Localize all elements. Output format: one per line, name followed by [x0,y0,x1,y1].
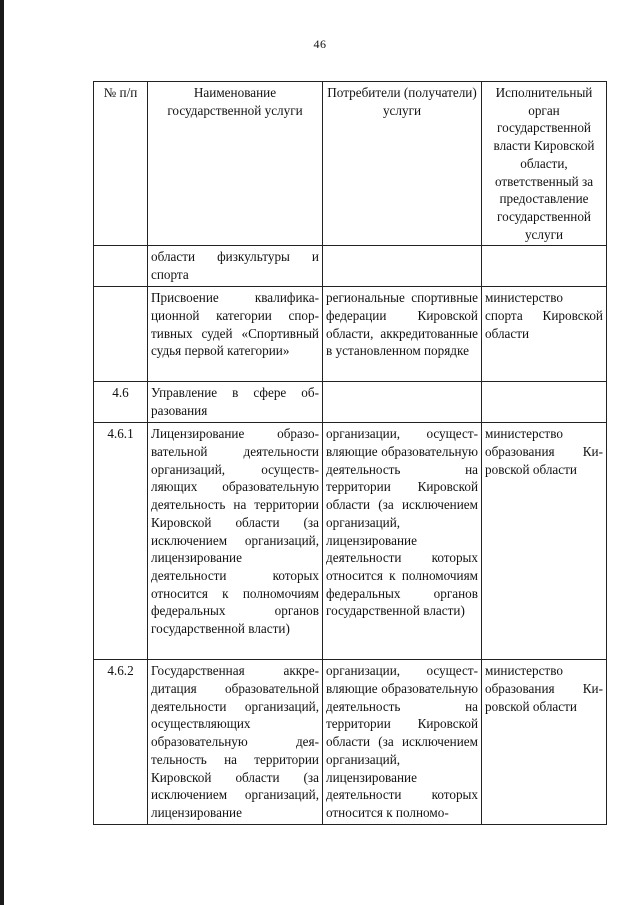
cell-authority: министерство образования Кировской области [482,660,607,825]
table-header-row [94,82,607,246]
page-number: 46 [313,37,327,51]
cell-consumers [323,382,482,423]
cell-num [94,287,148,382]
cell-consumers [323,246,482,287]
table-row [94,246,607,287]
cell-num: 4.6 [94,382,148,423]
cell-service-name: Лицензирование образовательной деятельности организаций, осуществляющих образовательную деятельность на территории Кировской области (за исключением организаций, лицензирование деятельности которых относится к полномочиям федеральных органов государственной власти) [148,423,323,660]
cell-service-name: Управление в сфере образования [148,382,323,423]
header-service-name: Наименование государственной услуги [148,82,323,246]
table-row [94,287,607,382]
services-table [93,81,607,825]
cell-num: 4.6.2 [94,660,148,825]
cell-service-name: Присвоение квалификационной категории спортивных судей «Спортивный судья первой категории» [148,287,323,382]
cell-authority: министерство образования Кировской области [482,423,607,660]
cell-authority: министерство спорта Кировской области [482,287,607,382]
cell-num: 4.6.1 [94,423,148,660]
cell-num [94,246,148,287]
table-row [94,423,607,660]
cell-consumers: организации, осуществляющие образовательную деятельность на территории Кировской области (за исключением организаций, лицензирование деятельности которых относится к полномочиям федеральных органов государственной власти) [323,423,482,660]
header-num: № п/п [94,82,148,246]
cell-service-name: области физкультуры и спорта [148,246,323,287]
cell-authority [482,246,607,287]
cell-authority [482,382,607,423]
header-authority: Исполнительный орган государственной власти Кировской области, ответственный за предоставление государственной услуги [482,82,607,246]
header-consumers: Потребители (получатели) услуги [323,82,482,246]
cell-consumers: региональные спортивные федерации Кировской области, аккредитованные в установленном порядке [323,287,482,382]
table-row [94,660,607,825]
cell-consumers: организации, осуществляющие образовательную деятельность на территории Кировской области (за исключением организаций, лицензирование деятельности которых относится к полномо- [323,660,482,825]
scan-edge [0,0,4,905]
cell-service-name: Государственная аккредитация образовательной деятельности организаций, осуществляющих образовательную деятельность на территории Кировской области (за исключением организаций, лицензирование [148,660,323,825]
table-row [94,382,607,423]
